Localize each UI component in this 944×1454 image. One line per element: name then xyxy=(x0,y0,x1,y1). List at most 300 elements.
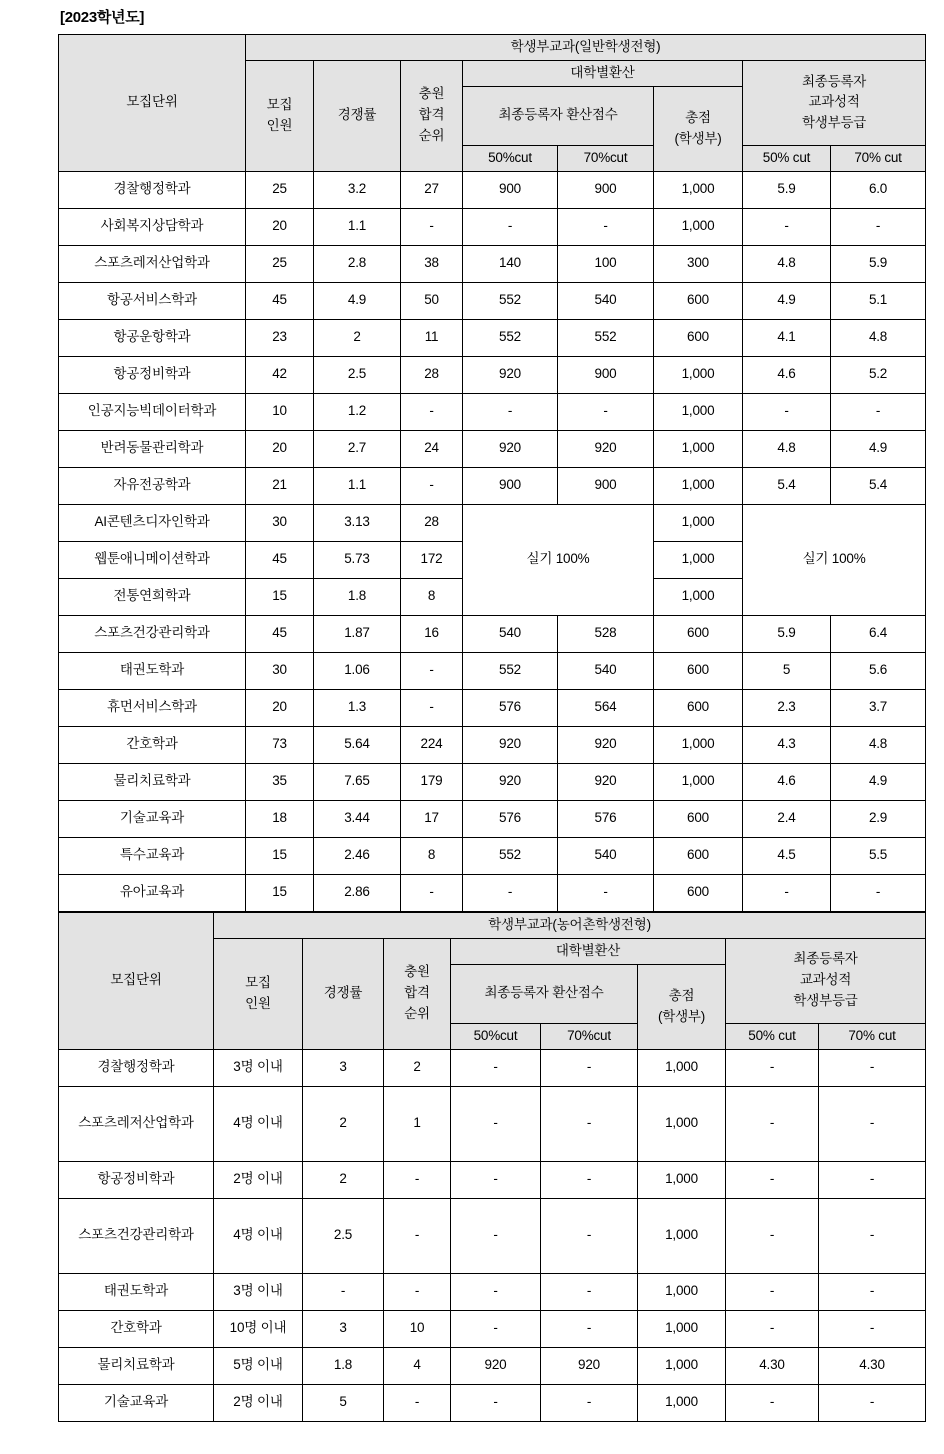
cell-cut70: 540 xyxy=(558,282,654,319)
cell-unit: 항공정비학과 xyxy=(59,1161,214,1198)
cell-cut50: - xyxy=(451,1049,541,1086)
col-header-competition: 경쟁률 xyxy=(314,60,401,171)
col-header-cut50: 50%cut xyxy=(451,1023,541,1049)
cell-grade-cut70: - xyxy=(819,1049,926,1086)
cell-backfill: - xyxy=(384,1384,451,1421)
cell-cut70: 552 xyxy=(558,319,654,356)
col-header-group: 학생부교과(농어촌학생전형) xyxy=(214,912,926,938)
col-header-total-line2: (학생부) xyxy=(657,1008,706,1024)
cell-cut50: - xyxy=(451,1198,541,1273)
cell-quota: 35 xyxy=(246,763,314,800)
table-row xyxy=(59,1347,926,1384)
cell-quota: 10명 이내 xyxy=(214,1310,303,1347)
cell-cut70: 900 xyxy=(558,356,654,393)
cell-quota: 2명 이내 xyxy=(214,1161,303,1198)
cell-cut70: 920 xyxy=(558,430,654,467)
cell-grade-cut50: 4.6 xyxy=(743,763,831,800)
col-header-backfill-line2: 합격 xyxy=(404,985,430,1001)
cell-cut50: 900 xyxy=(463,467,558,504)
col-header-grade-line1: 최종등록자 xyxy=(793,951,858,967)
col-header-quota-line1: 모집 xyxy=(245,974,271,990)
table-row xyxy=(59,1161,926,1198)
cell-cut70: 540 xyxy=(558,652,654,689)
cell-cut50: 540 xyxy=(463,615,558,652)
cell-unit: 스포츠건강관리학과 xyxy=(59,1198,214,1273)
table-row xyxy=(59,208,926,245)
cell-competition: 1.2 xyxy=(314,393,401,430)
cell-total: 600 xyxy=(654,874,743,911)
cell-backfill: - xyxy=(401,689,463,726)
cell-unit: 항공서비스학과 xyxy=(59,282,246,319)
col-header-total-line1: 총점 xyxy=(685,109,711,125)
cell-quota: 73 xyxy=(246,726,314,763)
cell-quota: 5명 이내 xyxy=(214,1347,303,1384)
cell-unit: 스포츠레저산업학과 xyxy=(59,245,246,282)
cell-quota: 21 xyxy=(246,467,314,504)
cell-grade-cut50: - xyxy=(726,1198,819,1273)
cell-grade-cut50: 5.9 xyxy=(743,615,831,652)
cell-backfill: - xyxy=(384,1198,451,1273)
col-header-quota xyxy=(214,938,303,1049)
cell-unit: 경찰행정학과 xyxy=(59,1049,214,1086)
cell-unit: 스포츠레저산업학과 xyxy=(59,1086,214,1161)
cell-total: 1,000 xyxy=(654,763,743,800)
cell-cut70: 100 xyxy=(558,245,654,282)
cell-total: 1,000 xyxy=(638,1161,726,1198)
cell-quota: 2명 이내 xyxy=(214,1384,303,1421)
cell-grade-cut50: 4.8 xyxy=(743,430,831,467)
cell-unit: 전통연희학과 xyxy=(59,578,246,615)
cell-grade-cut70: 4.8 xyxy=(831,319,926,356)
cell-backfill: - xyxy=(401,208,463,245)
cell-competition: 2.86 xyxy=(314,874,401,911)
cell-competition: 2 xyxy=(303,1086,384,1161)
cell-grade-cut50: - xyxy=(726,1310,819,1347)
cell-quota: 45 xyxy=(246,541,314,578)
rural-admission-thead xyxy=(59,912,926,1049)
col-header-grade-line1: 최종등록자 xyxy=(801,73,867,89)
cell-cut70: - xyxy=(558,208,654,245)
cell-grade-cut50: 4.5 xyxy=(743,837,831,874)
cell-quota: 15 xyxy=(246,874,314,911)
header-row-1 xyxy=(59,35,926,61)
cell-grade-cut50: - xyxy=(743,393,831,430)
cell-grade-cut70: 6.0 xyxy=(831,171,926,208)
table-row xyxy=(59,1384,926,1421)
cell-cut50: 552 xyxy=(463,282,558,319)
cell-backfill: 4 xyxy=(384,1347,451,1384)
cell-total: 1,000 xyxy=(654,208,743,245)
cell-grade-cut50: 2.3 xyxy=(743,689,831,726)
table-row xyxy=(59,504,926,541)
general-admission-table xyxy=(58,34,926,912)
cell-grade-cut70: 5.1 xyxy=(831,282,926,319)
cell-unit: 태권도학과 xyxy=(59,652,246,689)
cell-grade-cut70: - xyxy=(819,1161,926,1198)
cell-total: 300 xyxy=(654,245,743,282)
table-row xyxy=(59,467,926,504)
table-row xyxy=(59,1049,926,1086)
cell-grade-cut70: - xyxy=(819,1086,926,1161)
cell-cut50: - xyxy=(451,1310,541,1347)
cell-total: 1,000 xyxy=(654,578,743,615)
cell-backfill: - xyxy=(384,1161,451,1198)
table-row xyxy=(59,1198,926,1273)
cell-cut70: 564 xyxy=(558,689,654,726)
cell-grade-cut50: 4.9 xyxy=(743,282,831,319)
cell-cut50: - xyxy=(451,1161,541,1198)
cell-unit: 물리치료학과 xyxy=(59,1347,214,1384)
col-header-grade-cut50: 50% cut xyxy=(743,145,831,171)
table-row xyxy=(59,837,926,874)
cell-grade-cut70: 5.9 xyxy=(831,245,926,282)
cell-quota: 23 xyxy=(246,319,314,356)
cell-competition: 3 xyxy=(303,1049,384,1086)
col-header-backfill-line2: 합격 xyxy=(418,107,445,123)
cell-backfill: 10 xyxy=(384,1310,451,1347)
col-header-backfill xyxy=(384,938,451,1049)
cell-grade-cut50: 4.3 xyxy=(743,726,831,763)
cell-quota: 45 xyxy=(246,282,314,319)
cell-grade-cut50: 4.6 xyxy=(743,356,831,393)
cell-unit: 태권도학과 xyxy=(59,1273,214,1310)
col-header-backfill-line3: 순위 xyxy=(404,1006,430,1022)
cell-unit: 특수교육과 xyxy=(59,837,246,874)
cell-competition: 1.87 xyxy=(314,615,401,652)
cell-quota: 45 xyxy=(246,615,314,652)
col-header-total-line1: 총점 xyxy=(668,987,695,1003)
cell-grade-cut70: 6.4 xyxy=(831,615,926,652)
cell-unit: 기술교육과 xyxy=(59,800,246,837)
cell-grade-cut50: 5.4 xyxy=(743,467,831,504)
cell-grade-cut70: - xyxy=(819,1273,926,1310)
table-row xyxy=(59,1086,926,1161)
cell-unit: 간호학과 xyxy=(59,726,246,763)
table-row xyxy=(59,763,926,800)
cell-backfill: - xyxy=(401,874,463,911)
cell-unit: 간호학과 xyxy=(59,1310,214,1347)
cell-quota: 4명 이내 xyxy=(214,1198,303,1273)
cell-competition: 7.65 xyxy=(314,763,401,800)
cell-cut50: - xyxy=(451,1086,541,1161)
cell-grade-cut70: 5.5 xyxy=(831,837,926,874)
cell-total: 1,000 xyxy=(638,1198,726,1273)
cell-total: 600 xyxy=(654,837,743,874)
cell-cut70: 900 xyxy=(558,171,654,208)
cell-competition: 3.13 xyxy=(314,504,401,541)
col-header-grade-cut70: 70% cut xyxy=(831,145,926,171)
table-row xyxy=(59,726,926,763)
cell-backfill: - xyxy=(401,393,463,430)
cell-grade-cut70: 2.9 xyxy=(831,800,926,837)
cell-backfill: 38 xyxy=(401,245,463,282)
cell-quota: 20 xyxy=(246,208,314,245)
cell-unit: 웹툰애니메이션학과 xyxy=(59,541,246,578)
cell-cut50: - xyxy=(463,393,558,430)
table-row xyxy=(59,430,926,467)
cell-cut70: 540 xyxy=(558,837,654,874)
cell-competition: 2.5 xyxy=(314,356,401,393)
cell-practical-note-grade: 실기 100% xyxy=(743,504,926,615)
cell-backfill: - xyxy=(401,467,463,504)
cell-grade-cut70: 3.7 xyxy=(831,689,926,726)
cell-grade-cut70: - xyxy=(831,874,926,911)
cell-quota: 15 xyxy=(246,578,314,615)
col-header-grade xyxy=(726,938,926,1023)
cell-competition: 1.8 xyxy=(303,1347,384,1384)
cell-total: 600 xyxy=(654,282,743,319)
col-header-conversion: 대학별환산 xyxy=(451,938,726,964)
cell-grade-cut70: - xyxy=(819,1384,926,1421)
cell-grade-cut50: - xyxy=(726,1086,819,1161)
cell-cut70: - xyxy=(541,1310,638,1347)
cell-total: 1,000 xyxy=(638,1347,726,1384)
cell-total: 600 xyxy=(654,319,743,356)
cell-backfill: 1 xyxy=(384,1086,451,1161)
cell-total: 1,000 xyxy=(654,726,743,763)
cell-cut70: - xyxy=(558,393,654,430)
cell-backfill: 11 xyxy=(401,319,463,356)
cell-quota: 30 xyxy=(246,652,314,689)
table-row xyxy=(59,689,926,726)
cell-backfill: 8 xyxy=(401,837,463,874)
col-header-cut70: 70%cut xyxy=(558,145,654,171)
col-header-group: 학생부교과(일반학생전형) xyxy=(246,35,926,61)
cell-grade-cut50: - xyxy=(726,1161,819,1198)
cell-backfill: 24 xyxy=(401,430,463,467)
cell-competition: 1.06 xyxy=(314,652,401,689)
cell-cut50: 920 xyxy=(451,1347,541,1384)
cell-competition: 2.5 xyxy=(303,1198,384,1273)
col-header-grade-line2: 교과성적 xyxy=(808,94,860,110)
cell-quota: 15 xyxy=(246,837,314,874)
cell-unit: 스포츠건강관리학과 xyxy=(59,615,246,652)
cell-grade-cut70: 5.4 xyxy=(831,467,926,504)
col-header-grade-cut70: 70% cut xyxy=(819,1023,926,1049)
cell-quota: 3명 이내 xyxy=(214,1049,303,1086)
cell-backfill: 2 xyxy=(384,1049,451,1086)
cell-grade-cut50: 4.8 xyxy=(743,245,831,282)
cell-backfill: 16 xyxy=(401,615,463,652)
cell-cut70: - xyxy=(541,1049,638,1086)
cell-total: 1,000 xyxy=(654,393,743,430)
cell-cut70: 576 xyxy=(558,800,654,837)
col-header-grade-cut50: 50% cut xyxy=(726,1023,819,1049)
cell-quota: 4명 이내 xyxy=(214,1086,303,1161)
cell-cut50: 576 xyxy=(463,800,558,837)
cell-grade-cut70: 4.9 xyxy=(831,430,926,467)
col-header-final-score: 최종등록자 환산점수 xyxy=(463,86,654,145)
cell-grade-cut70: 5.6 xyxy=(831,652,926,689)
cell-backfill: 8 xyxy=(401,578,463,615)
cell-cut50: 900 xyxy=(463,171,558,208)
cell-cut70: - xyxy=(541,1198,638,1273)
cell-grade-cut70: - xyxy=(819,1310,926,1347)
cell-cut50: - xyxy=(451,1384,541,1421)
col-header-backfill-line1: 충원 xyxy=(404,964,430,980)
col-header-grade xyxy=(743,60,926,145)
col-header-cut70: 70%cut xyxy=(541,1023,638,1049)
cell-total: 600 xyxy=(654,615,743,652)
cell-competition: 3.44 xyxy=(314,800,401,837)
cell-unit: 유아교육과 xyxy=(59,874,246,911)
col-header-competition: 경쟁률 xyxy=(303,938,384,1049)
cell-competition: 1.8 xyxy=(314,578,401,615)
cell-grade-cut50: 2.4 xyxy=(743,800,831,837)
col-header-quota-line2: 인원 xyxy=(266,117,293,133)
col-header-cut50: 50%cut xyxy=(463,145,558,171)
cell-cut70: - xyxy=(558,874,654,911)
cell-unit: 자유전공학과 xyxy=(59,467,246,504)
cell-competition: 5.73 xyxy=(314,541,401,578)
cell-unit: 항공정비학과 xyxy=(59,356,246,393)
cell-total: 1,000 xyxy=(654,430,743,467)
cell-cut70: 920 xyxy=(541,1347,638,1384)
rural-admission-table xyxy=(58,912,926,1422)
cell-cut50: 576 xyxy=(463,689,558,726)
rural-admission-tbody xyxy=(59,1049,926,1421)
cell-grade-cut50: - xyxy=(726,1273,819,1310)
cell-unit: 휴먼서비스학과 xyxy=(59,689,246,726)
cell-unit: 물리치료학과 xyxy=(59,763,246,800)
table-row xyxy=(59,874,926,911)
col-header-quota xyxy=(246,60,314,171)
cell-competition: 1.3 xyxy=(314,689,401,726)
table-row xyxy=(59,393,926,430)
cell-quota: 42 xyxy=(246,356,314,393)
cell-grade-cut50: - xyxy=(743,208,831,245)
col-header-final-score: 최종등록자 환산점수 xyxy=(451,964,638,1023)
cell-cut50: - xyxy=(463,874,558,911)
cell-grade-cut50: - xyxy=(726,1049,819,1086)
cell-backfill: 179 xyxy=(401,763,463,800)
table-row xyxy=(59,800,926,837)
cell-cut70: 900 xyxy=(558,467,654,504)
cell-unit: 사회복지상담학과 xyxy=(59,208,246,245)
cell-grade-cut70: - xyxy=(819,1198,926,1273)
cell-grade-cut70: 5.2 xyxy=(831,356,926,393)
cell-cut70: - xyxy=(541,1384,638,1421)
cell-quota: 25 xyxy=(246,171,314,208)
cell-competition: 1.1 xyxy=(314,208,401,245)
cell-competition: 5.64 xyxy=(314,726,401,763)
cell-unit: 항공운항학과 xyxy=(59,319,246,356)
table-row xyxy=(59,245,926,282)
cell-cut70: - xyxy=(541,1086,638,1161)
cell-competition: 3 xyxy=(303,1310,384,1347)
cell-quota: 20 xyxy=(246,689,314,726)
col-header-total xyxy=(638,964,726,1049)
cell-practical-note: 실기 100% xyxy=(463,504,654,615)
page-title: [2023학년도] xyxy=(60,9,145,26)
col-header-grade-line3: 학생부등급 xyxy=(793,993,858,1009)
col-header-unit: 모집단위 xyxy=(59,912,214,1049)
cell-backfill: - xyxy=(401,652,463,689)
cell-backfill: 28 xyxy=(401,356,463,393)
cell-unit: AI콘텐츠디자인학과 xyxy=(59,504,246,541)
cell-grade-cut50: 4.1 xyxy=(743,319,831,356)
cell-cut50: 920 xyxy=(463,726,558,763)
cell-cut70: - xyxy=(541,1161,638,1198)
cell-cut70: - xyxy=(541,1273,638,1310)
cell-cut50: 920 xyxy=(463,763,558,800)
cell-cut50: - xyxy=(463,208,558,245)
col-header-backfill-line1: 충원 xyxy=(418,86,445,102)
header-row-1 xyxy=(59,912,926,938)
cell-competition: 1.1 xyxy=(314,467,401,504)
cell-quota: 20 xyxy=(246,430,314,467)
col-header-total xyxy=(654,86,743,171)
cell-unit: 기술교육과 xyxy=(59,1384,214,1421)
cell-total: 1,000 xyxy=(654,171,743,208)
cell-cut50: 920 xyxy=(463,356,558,393)
col-header-total-line2: (학생부) xyxy=(674,130,722,146)
cell-total: 1,000 xyxy=(638,1273,726,1310)
cell-cut50: - xyxy=(451,1273,541,1310)
cell-total: 1,000 xyxy=(654,356,743,393)
cell-grade-cut50: - xyxy=(726,1384,819,1421)
cell-unit: 경찰행정학과 xyxy=(59,171,246,208)
cell-grade-cut50: 5 xyxy=(743,652,831,689)
col-header-grade-line3: 학생부등급 xyxy=(801,115,867,131)
cell-quota: 30 xyxy=(246,504,314,541)
cell-total: 600 xyxy=(654,800,743,837)
cell-competition: 2 xyxy=(314,319,401,356)
cell-cut50: 552 xyxy=(463,837,558,874)
table-row xyxy=(59,171,926,208)
cell-unit: 반려동물관리학과 xyxy=(59,430,246,467)
col-header-quota-line2: 인원 xyxy=(245,995,271,1011)
cell-competition: 4.9 xyxy=(314,282,401,319)
cell-backfill: 172 xyxy=(401,541,463,578)
cell-unit: 인공지능빅데이터학과 xyxy=(59,393,246,430)
cell-quota: 25 xyxy=(246,245,314,282)
cell-quota: 10 xyxy=(246,393,314,430)
cell-backfill: 28 xyxy=(401,504,463,541)
cell-cut50: 552 xyxy=(463,319,558,356)
cell-total: 600 xyxy=(654,689,743,726)
col-header-unit: 모집단위 xyxy=(59,35,246,172)
cell-backfill: - xyxy=(384,1273,451,1310)
col-header-grade-line2: 교과성적 xyxy=(799,972,852,988)
cell-competition: 5 xyxy=(303,1384,384,1421)
table-row xyxy=(59,652,926,689)
cell-total: 1,000 xyxy=(638,1310,726,1347)
general-admission-tbody xyxy=(59,171,926,911)
cell-cut70: 920 xyxy=(558,763,654,800)
table-row xyxy=(59,319,926,356)
table-row xyxy=(59,615,926,652)
table-row xyxy=(59,1310,926,1347)
cell-backfill: 27 xyxy=(401,171,463,208)
cell-total: 1,000 xyxy=(654,467,743,504)
table-row xyxy=(59,282,926,319)
cell-grade-cut70: - xyxy=(831,393,926,430)
col-header-backfill xyxy=(401,60,463,171)
cell-grade-cut70: 4.30 xyxy=(819,1347,926,1384)
cell-grade-cut70: 4.9 xyxy=(831,763,926,800)
cell-competition: 2.46 xyxy=(314,837,401,874)
cell-cut70: 528 xyxy=(558,615,654,652)
cell-competition: 2.8 xyxy=(314,245,401,282)
cell-competition: 3.2 xyxy=(314,171,401,208)
cell-total: 1,000 xyxy=(654,504,743,541)
col-header-conversion: 대학별환산 xyxy=(463,60,743,86)
table-row xyxy=(59,1273,926,1310)
col-header-backfill-line3: 순위 xyxy=(418,128,445,144)
cell-total: 1,000 xyxy=(638,1384,726,1421)
cell-grade-cut50: 5.9 xyxy=(743,171,831,208)
